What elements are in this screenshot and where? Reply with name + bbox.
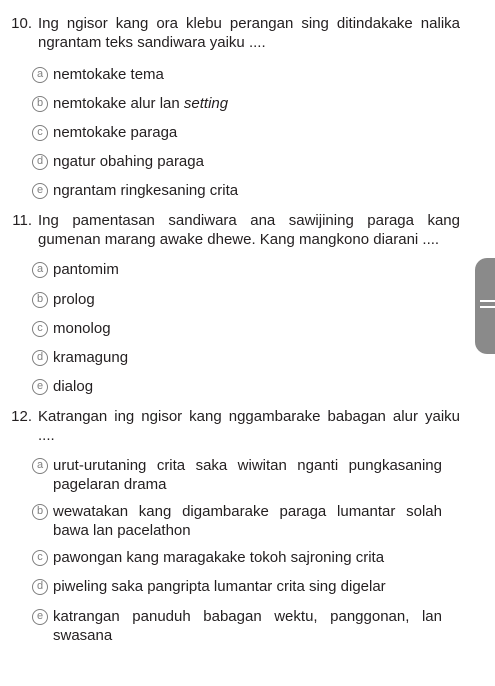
option-text: nemtokake tema xyxy=(53,66,164,83)
option-letter-badge: e xyxy=(32,183,48,199)
option-letter-badge: a xyxy=(32,262,48,278)
option-11-a[interactable] xyxy=(32,260,442,279)
option-letter-badge: a xyxy=(32,67,48,83)
option-text: wewatakan kang digambarake paraga lumantar solah bawa lan pacelathon xyxy=(53,503,442,539)
question-12-stem xyxy=(0,407,460,445)
option-letter-badge: c xyxy=(32,125,48,141)
option-text: pantomim xyxy=(53,261,119,278)
question-text: Katrangan ing ngisor kang nggambarake babagan alur yaiku .... xyxy=(38,408,460,444)
option-text: kramagung xyxy=(53,349,129,366)
option-text: urut-urutaning crita saka wiwitan nganti pungkasaning pagelaran drama xyxy=(53,457,442,493)
option-letter-badge: d xyxy=(32,579,48,595)
option-10-e[interactable] xyxy=(32,181,442,200)
option-letter-badge: b xyxy=(32,292,48,308)
option-text-italic: setting xyxy=(183,95,229,112)
option-letter-badge: c xyxy=(32,550,48,566)
option-11-d[interactable] xyxy=(32,348,442,367)
option-letter-badge: c xyxy=(32,321,48,337)
option-12-d[interactable] xyxy=(32,577,442,596)
option-12-a[interactable] xyxy=(32,456,442,494)
option-12-b[interactable] xyxy=(32,502,442,540)
option-11-c[interactable] xyxy=(32,319,442,338)
option-text-main: nemtokake alur lan xyxy=(53,95,184,112)
option-letter-badge: b xyxy=(32,96,48,112)
option-text: katrangan panuduh babagan wektu, panggonan, lan swasana xyxy=(53,608,442,644)
option-10-d[interactable] xyxy=(32,152,442,171)
option-letter-badge: e xyxy=(32,609,48,625)
question-11-stem xyxy=(0,211,460,249)
option-10-a[interactable] xyxy=(32,65,442,84)
option-11-b[interactable] xyxy=(32,290,442,309)
question-text: Ing ngisor kang ora klebu perangan sing ditindakake nalika ngrantam teks sandiwara yaiku .... xyxy=(38,15,460,51)
option-text: monolog xyxy=(53,320,111,337)
option-letter-badge: e xyxy=(32,379,48,395)
option-text: nemtokake paraga xyxy=(53,124,178,141)
option-text: prolog xyxy=(53,291,95,308)
option-letter-badge: b xyxy=(32,504,48,520)
question-number: 11. xyxy=(12,212,32,229)
question-10 xyxy=(0,14,460,52)
option-10-b[interactable] xyxy=(32,94,442,113)
option-letter-badge: d xyxy=(32,154,48,170)
option-12-c[interactable] xyxy=(32,548,442,567)
side-menu-tab[interactable] xyxy=(475,258,495,354)
option-text: ngrantam ringkesaning crita xyxy=(53,182,239,199)
menu-icon xyxy=(480,300,495,308)
option-text: dialog xyxy=(53,378,94,395)
question-11 xyxy=(0,211,460,249)
question-number: 10. xyxy=(11,15,32,32)
option-11-e[interactable] xyxy=(32,377,442,396)
option-text: ngatur obahing paraga xyxy=(53,153,204,170)
option-10-c[interactable] xyxy=(32,123,442,142)
option-text: piweling saka pangripta lumantar crita sing digelar xyxy=(53,578,386,595)
option-letter-badge: a xyxy=(32,458,48,474)
option-12-e[interactable] xyxy=(32,607,442,645)
question-10-stem xyxy=(0,14,460,52)
question-12 xyxy=(0,407,460,445)
option-text: pawongan kang maragakake tokoh sajroning crita xyxy=(53,549,385,566)
option-letter-badge: d xyxy=(32,350,48,366)
option-text xyxy=(53,94,442,113)
question-text: Ing pamentasan sandiwara ana sawijining paraga kang gumenan marang awake dhewe. Kang mangkono diarani .... xyxy=(38,212,460,248)
question-number: 12. xyxy=(11,408,32,425)
